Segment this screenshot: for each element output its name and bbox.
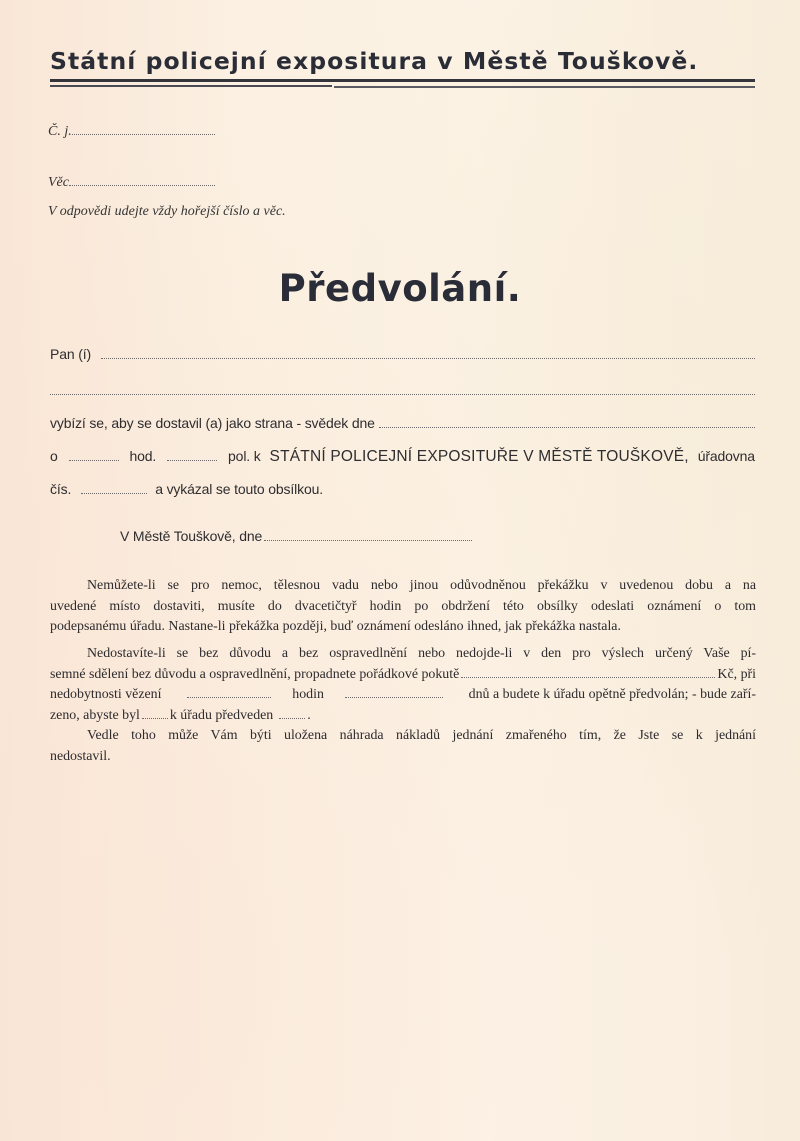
subject-field[interactable] bbox=[48, 173, 215, 191]
subject-label: Věc bbox=[48, 175, 69, 190]
paragraph-penalty-line: Nedostavíte-li se bez důvodu a bez ospravedlnění nebo nedojde-li v den pro výslech určený Vaše pí- bbox=[87, 646, 756, 661]
gender-suffix-blank-2[interactable] bbox=[279, 708, 305, 719]
appearance-text: vybízí se, aby se dostavil (a) jako strana - svědek dne bbox=[50, 415, 375, 431]
addressee-blank-second-line[interactable] bbox=[50, 394, 755, 395]
paragraph-penalty-line bbox=[50, 706, 756, 727]
pol-k-label: pol. k bbox=[228, 448, 261, 464]
header-rule-top bbox=[50, 79, 755, 82]
paragraph-excuse bbox=[50, 576, 756, 638]
place-date-blank[interactable] bbox=[264, 530, 472, 541]
appearance-date-line[interactable] bbox=[50, 415, 755, 431]
period: . bbox=[307, 707, 311, 723]
document-title: Předvolání. bbox=[278, 267, 522, 310]
hour-blank[interactable] bbox=[69, 450, 119, 461]
imprisonment-text: nedobytnosti vězení bbox=[50, 687, 162, 702]
header-rule-bottom-right bbox=[334, 86, 755, 88]
reference-number-field[interactable] bbox=[48, 122, 215, 140]
reply-instruction: V odpovědi udejte vždy hořejší číslo a věc. bbox=[48, 204, 286, 219]
penalty-text: semné sdělení bez důvodu a ospravedlnění, propadnete pořádkové pokutě bbox=[50, 666, 460, 682]
half-hour-blank[interactable] bbox=[167, 450, 217, 461]
room-number-blank[interactable] bbox=[81, 483, 147, 494]
room-number-line bbox=[50, 481, 323, 497]
paragraph-penalty bbox=[50, 644, 756, 726]
place-date-line bbox=[120, 528, 472, 544]
authority-heading: Státní policejní expositura v Městě Touškově. bbox=[50, 47, 699, 75]
office-name: STÁTNÍ POLICEJNÍ EXPOSITUŘE V MĚSTĚ TOUŠKOVĚ, bbox=[269, 448, 689, 465]
appearance-time-line bbox=[50, 448, 755, 466]
gender-suffix-blank[interactable] bbox=[142, 708, 168, 719]
room-number-label: čís. bbox=[50, 481, 72, 497]
escort-text: k úřadu předveden bbox=[169, 707, 274, 723]
paragraph-excuse-line: Nemůžete-li se pro nemoc, tělesnou vadu nebo jinou odůvodněnou překážku v uvedenou dobu a na bbox=[87, 578, 756, 593]
paragraph-penalty-line bbox=[50, 665, 756, 686]
header-rule-bottom-left bbox=[50, 85, 332, 87]
subject-blank[interactable] bbox=[69, 173, 215, 186]
hour-label: hod. bbox=[129, 448, 157, 464]
office-room-label: úřadovna bbox=[697, 448, 755, 464]
hours-blank[interactable] bbox=[187, 687, 271, 698]
paragraph-costs bbox=[50, 726, 756, 767]
addressee-label: Pan (í) bbox=[50, 346, 91, 362]
hours-label: hodin bbox=[292, 687, 324, 702]
time-o-label: o bbox=[50, 448, 58, 464]
identification-text: a vykázal se touto obsílkou. bbox=[155, 481, 323, 497]
place-date-label: V Městě Touškově, dne bbox=[120, 528, 263, 544]
paragraph-costs-line: Vedle toho může Vám býti uložena náhrada nákladů jednání zmařeného tím, že Jste se k jednání bbox=[87, 728, 756, 743]
addressee-field[interactable] bbox=[50, 346, 755, 362]
paragraph-costs-line: nedostavil. bbox=[50, 748, 111, 764]
reference-number-blank[interactable] bbox=[72, 122, 215, 135]
days-blank[interactable] bbox=[345, 687, 443, 698]
fine-amount-blank[interactable] bbox=[461, 667, 715, 678]
arrest-text: zeno, abyste byl bbox=[50, 707, 140, 723]
paragraph-excuse-line: podepsanému úřadu. Nastane-li překážka později, buď oznámení odesláno ihned, jak překážka nastala. bbox=[50, 619, 621, 634]
paragraph-penalty-line bbox=[50, 685, 756, 706]
days-text: dnů a budete k úřadu opětně předvolán; - bude zaří- bbox=[468, 687, 756, 702]
paragraph-excuse-line: uvedené místo dostaviti, musíte do dvacetičtyř hodin po obdržení této obsílky odeslati oznámení o tom bbox=[50, 598, 756, 614]
addressee-blank[interactable] bbox=[101, 357, 755, 359]
reference-number-label: Č. j. bbox=[48, 124, 72, 139]
appearance-date-blank[interactable] bbox=[379, 426, 755, 428]
currency-text: Kč, při bbox=[717, 666, 756, 682]
